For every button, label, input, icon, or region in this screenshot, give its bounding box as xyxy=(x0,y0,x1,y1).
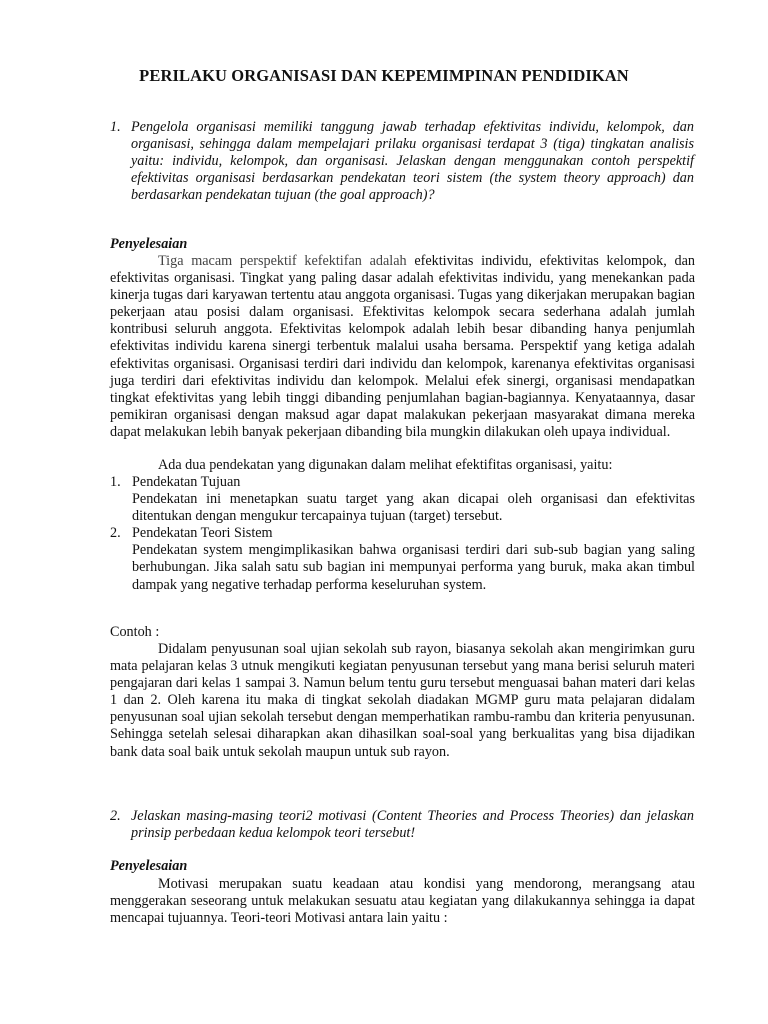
question-1-text: Pengelola organisasi memiliki tanggung jawab terhadap efektivitas individu, kelompok, dan organisasi, sehingga dalam mempelajari prilaku organisasi terdapat 3 (tiga) tingkatan analisis yaitu: individu, kelompok, dan organisasi. Jelaskan dengan menggunakan contoh perspektif efektivitas organisasi berdasarkan pendekatan teori sistem (the system theory approach) dan berdasarkan pendekatan tujuan (the goal approach)? xyxy=(131,119,694,204)
question-1-number: 1. xyxy=(110,119,121,135)
answer-2-paragraph-1: Motivasi merupakan suatu keadaan atau kondisi yang mendorong, merangsang atau menggerakan seseorang untuk melakukan sesuatu atau kegiatan yang dilakukannya sehingga ia dapat mencapai tujuannya. Teori-teori Motivasi antara lain yaitu : xyxy=(110,876,695,927)
list-item xyxy=(110,525,695,593)
answer-1-paragraph-2: Ada dua pendekatan yang digunakan dalam melihat efektifitas organisasi, yaitu: xyxy=(158,457,613,473)
answer-1-paragraph-1-body: efektivitas individu, efektivitas kelompok, dan efektivitas organisasi. Tingkat yang paling dasar adalah efektivitas individu, yang menekankan pada kinerja tugas dari karyawan tertentu atau anggota organisasi. Tugas yang dikerjakan merupakan bagian pekerjaan atau posisi dalam organisasi. Efektivitas kelompok secara sederhana adalah jumlah kontribusi seluruh anggota. Efektivitas kelompok adalah lebih besar dibanding hanya penjumlah efektivitas individu karena sinergi terbentuk malalui usaha bersama. Perspektif yang ketiga adalah efektivitas organisasi. Organisasi terdiri dari individu dan kelompok, karenanya efektivitas organisasi juga terdiri dari efektivitas individu dan kelompok. Melalui efek sinergi, organisasi mendapatkan tingkat efektivitas yang lebih tinggi dibanding penjumlahan bagian-bagiannya. Kenyataannya, dasar pemikiran organisasi dengan maksud agar dapat malakukan pekerjaan masyarakat dimana mereka dapat melakukan lebih banyak pekerjaan dibanding bila mungkin dilakukan oleh upaya individual. xyxy=(110,253,695,440)
example-label: Contoh : xyxy=(110,624,160,640)
list-item-description: Pendekatan ini menetapkan suatu target yang akan dicapai oleh organisasi dan efektivitas ditentukan dengan mengukur tercapainya tujuan (target) tersebut. xyxy=(132,491,695,525)
list-item-heading: Pendekatan Teori Sistem xyxy=(132,525,273,542)
page-title: PERILAKU ORGANISASI DAN KEPEMIMPINAN PENDIDIKAN xyxy=(139,66,629,85)
question-2 xyxy=(110,808,694,842)
question-2-text: Jelaskan masing-masing teori2 motivasi (Content Theories and Process Theories) dan jelaskan prinsip perbedaan kedua kelompok teori tersebut! xyxy=(131,808,694,842)
answer-1-paragraph-1 xyxy=(110,253,695,441)
answer-1-paragraph-1-lead: Tiga macam perspektif kefektifan adalah xyxy=(158,253,407,269)
list-item-heading: Pendekatan Tujuan xyxy=(132,474,241,490)
approach-list xyxy=(110,474,695,594)
list-item-number: 1. xyxy=(110,474,121,490)
answer-2-label: Penyelesaian xyxy=(110,858,188,874)
answer-1-label: Penyelesaian xyxy=(110,236,188,252)
list-item xyxy=(110,474,695,525)
list-item-number: 2. xyxy=(110,525,121,542)
question-2-number: 2. xyxy=(110,808,121,824)
example-paragraph: Didalam penyusunan soal ujian sekolah sub rayon, biasanya sekolah akan mengirimkan guru mata pelajaran kelas 3 utnuk mengikuti kegiatan penyusunan tersebut yang mana berisi seluruh materi pengajaran dari kelas 1 sampai 3. Namun belum tentu guru tersebut menguasai bahan materi dari kelas 1 dan 2. Oleh karena itu maka di tingkat sekolah diadakan MGMP guru mata pelajaran didalam penyusunan soal ujian sekolah tersebut dengan memperhatikan rambu-rambu dan kriteria penyusunan. Sehingga setelah selesai diharapkan akan dihasilkan soal-soal yang berkualitas yang bisa dijadikan bank data soal baik untuk sekolah maupun untuk sub rayon. xyxy=(110,641,695,760)
list-item-description: Pendekatan system mengimplikasikan bahwa organisasi terdiri dari sub-sub bagian yang saling berhubungan. Jika salah satu sub bagian ini mempunyai performa yang buruk, maka akan timbul dampak yang negative terhadap performa keseluruhan system. xyxy=(132,542,695,593)
question-1 xyxy=(110,119,694,204)
